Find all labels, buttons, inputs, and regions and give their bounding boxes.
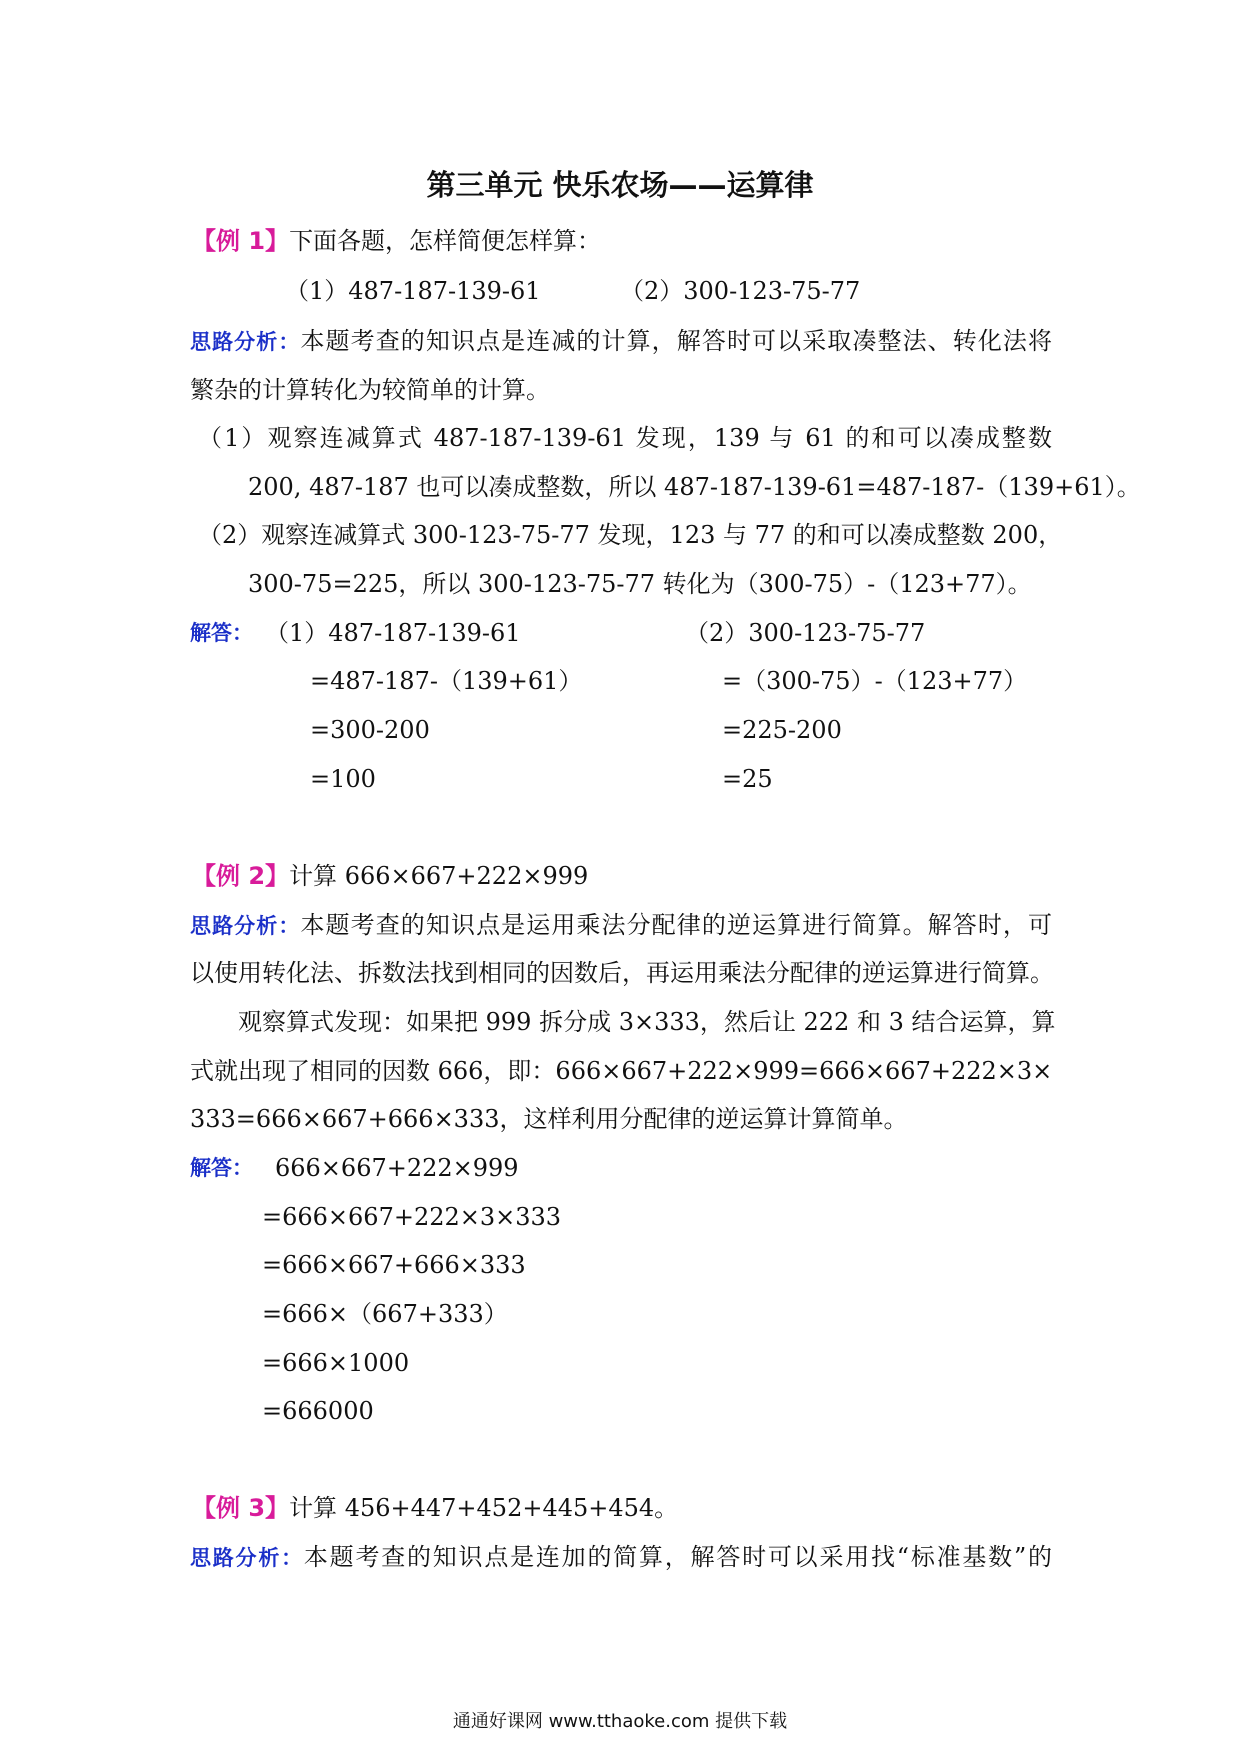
example-1-answer-2-line-1: （2）300-123-75-77 xyxy=(685,619,926,647)
example-2-analysis-line-1: 思路分析：本题考查的知识点是运用乘法分配律的逆运算进行简算。解答时，可 xyxy=(190,911,1053,939)
example-2-label: 【例 2】 xyxy=(192,862,290,890)
example-2-step-6: =666000 xyxy=(262,1397,374,1425)
example-2-observation-line-1: 观察算式发现：如果把 999 拆分成 3×333，然后让 222 和 3 结合运算，算 xyxy=(238,1008,1056,1036)
example-1-point-2-line-1: （2）观察连减算式 300-123-75-77 发现，123 与 77 的和可以凑成整数 200， xyxy=(198,521,1063,549)
example-1-answer-2-line-2: =（300-75）-（123+77） xyxy=(722,667,1028,695)
example-3-heading xyxy=(192,1493,678,1523)
example-3-question: 计算 456+447+452+445+454。 xyxy=(289,1494,679,1522)
example-1-answer-2-line-3: =225-200 xyxy=(722,716,842,744)
example-2-step-4: =666×（667+333） xyxy=(262,1300,508,1328)
example-1-analysis-label: 思路分析： xyxy=(190,330,301,354)
example-2-heading xyxy=(192,861,588,891)
page-footer: 通通好课网 www.tthaoke.com 提供下载 xyxy=(452,1711,788,1732)
example-1-item-2: （2）300-123-75-77 xyxy=(620,277,861,305)
example-2-observation-line-2: 式就出现了相同的因数 666，即：666×667+222×999=666×667+222×3× xyxy=(190,1057,1053,1085)
page-title: 第三单元 快乐农场——运算律 xyxy=(426,168,814,202)
example-2-step-2: =666×667+222×3×333 xyxy=(262,1203,562,1231)
example-1-item-1: （1）487-187-139-61 xyxy=(285,277,541,305)
example-2-analysis-line-2: 以使用转化法、拆数法找到相同的因数后，再运用乘法分配律的逆运算进行简算。 xyxy=(190,959,1054,987)
example-1-heading xyxy=(192,226,601,256)
example-3-analysis-line-1: 思路分析：本题考查的知识点是连加的简算，解答时可以采用找“标准基数”的 xyxy=(190,1543,1052,1571)
example-2-step-5: =666×1000 xyxy=(262,1349,410,1377)
example-2-step-1: 666×667+222×999 xyxy=(275,1154,519,1182)
example-1-answer-1-line-3: =300-200 xyxy=(310,716,430,744)
example-1-question: 下面各题，怎样简便怎样算： xyxy=(289,227,602,255)
example-1-answer-1-line-1: （1）487-187-139-61 xyxy=(265,619,521,647)
example-1-answer-label: 解答： xyxy=(190,621,253,645)
example-1-point-1-line-1: （1）观察连减算式 487-187-139-61 发现，139 与 61 的和可以凑成整数 xyxy=(198,424,1052,452)
example-1-point-2-line-2: 300-75=225，所以 300-123-75-77 转化为（300-75）-（123+77）。 xyxy=(248,570,1032,598)
example-2-observation-line-3: 333=666×667+666×333，这样利用分配律的逆运算计算简单。 xyxy=(190,1105,908,1133)
example-1-analysis-line-1: 思路分析：本题考查的知识点是连减的计算，解答时可以采取凑整法、转化法将 xyxy=(190,327,1053,355)
example-1-analysis-line-2: 繁杂的计算转化为较简单的计算。 xyxy=(190,376,550,404)
example-2-answer-label: 解答： xyxy=(190,1156,253,1180)
example-1-point-1-line-2: 200, 487-187 也可以凑成整数，所以 487-187-139-61=487-187-（139+61）。 xyxy=(248,473,1141,501)
example-1-answer-1-line-4: =100 xyxy=(310,765,376,793)
example-1-answer-2-line-4: =25 xyxy=(722,765,773,793)
example-1-answer-1-line-2: =487-187-（139+61） xyxy=(310,667,583,695)
example-3-analysis-label: 思路分析： xyxy=(190,1546,304,1570)
example-2-analysis-label: 思路分析： xyxy=(190,914,301,938)
example-2-step-3: =666×667+666×333 xyxy=(262,1251,526,1279)
example-3-label: 【例 3】 xyxy=(192,1494,290,1522)
example-1-label: 【例 1】 xyxy=(192,227,290,255)
example-2-question: 计算 666×667+222×999 xyxy=(289,862,589,890)
